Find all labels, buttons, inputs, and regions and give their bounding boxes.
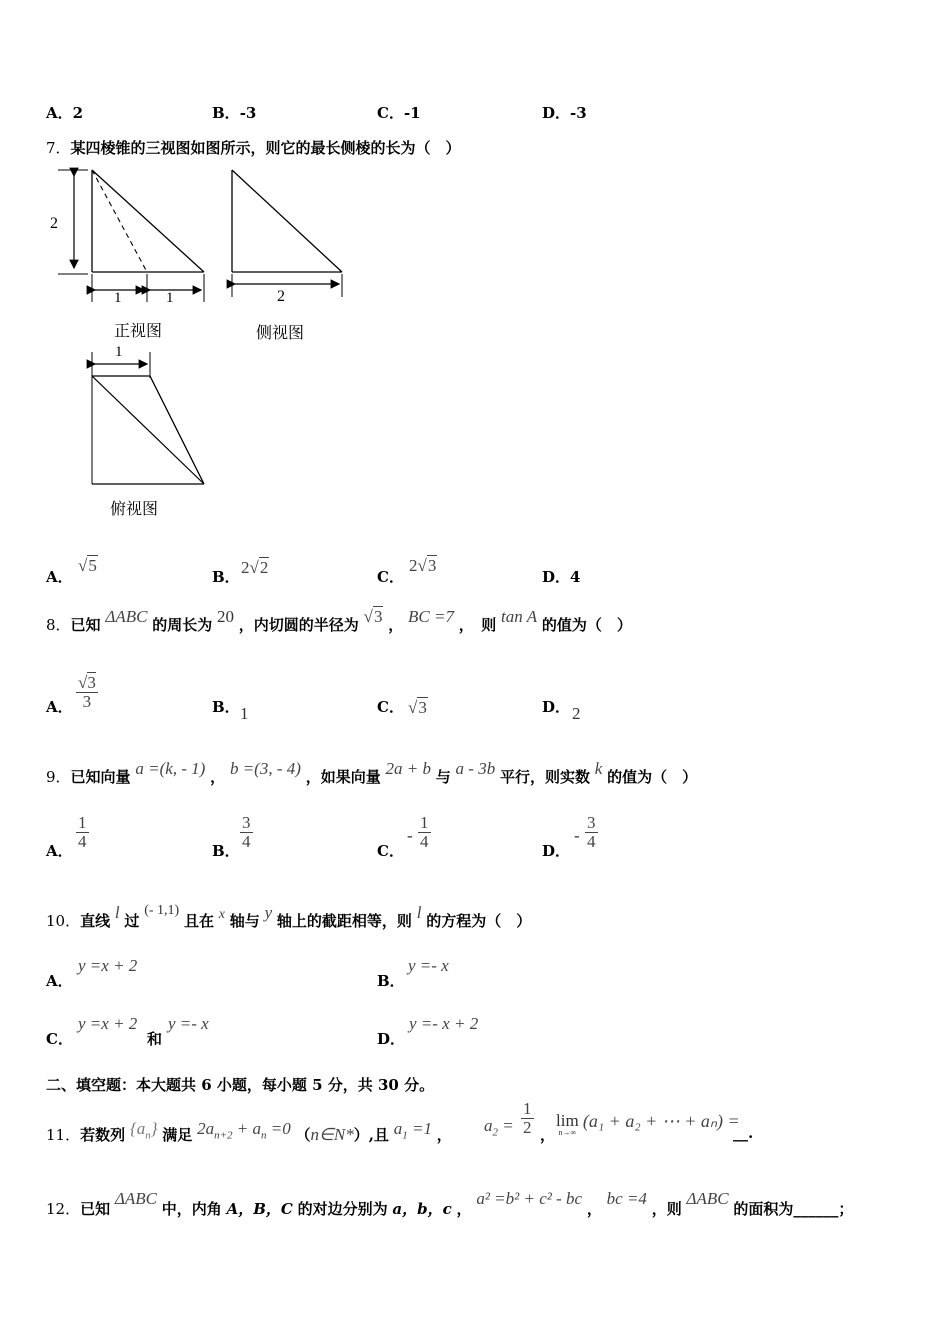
q8-option-d-label: D． (542, 698, 571, 716)
front-view-caption: 正视图 (114, 321, 163, 340)
q9-option-d-sign: - (574, 826, 580, 845)
top-top-label: 1 (115, 344, 123, 360)
q8-option-c-value: √3 (408, 698, 427, 717)
q10-option-d-label: D． (377, 1030, 406, 1048)
q11-stem: 11．若数列 $\{a_n\}$ 满足 $2a_{n+2} + a_n =0$ （n∈N*）,且 $a_1 =1$ ， (46, 1119, 452, 1144)
q11-limit: lim n→∞ (a₁ + a₂ + ⋯ + aₙ) = (556, 1111, 740, 1137)
q6-option-d: D．-3 (542, 104, 587, 122)
q12-stem: 12．已知 ΔABC 中，内角 A，B，C 的对边分别为 a，b，c ， a² =b² + c² - bc ， bc =4 ，则 ΔABC 的面积为______； (46, 1189, 854, 1218)
front-view (58, 170, 204, 302)
q9-option-b-value: $\frac{3}{4}$ (242, 813, 251, 851)
q7-option-c-label: C． (377, 568, 404, 586)
q8-option-b-label: B． (212, 698, 240, 716)
q11-comma: ， (540, 1126, 556, 1144)
q11-half: $\frac{1}{2}$ (523, 1099, 532, 1137)
q8-option-a-value: $\frac{√3}{3}$ (78, 673, 96, 711)
q10-option-a-label: A． (46, 972, 73, 990)
q10-option-b-label: B． (377, 972, 405, 990)
q11-blank: __. (733, 1124, 754, 1142)
q9-option-a-value: $\frac{1}{4}$ (78, 813, 87, 851)
q11-a2: $a_2$ = (484, 1116, 514, 1139)
side-view (232, 170, 342, 297)
q7-three-view-figure (48, 162, 368, 522)
q8-option-a-label: A． (46, 698, 73, 716)
front-base-right-label: 1 (166, 290, 174, 306)
q9-option-c-value: $\frac{1}{4}$ (420, 813, 429, 851)
q10-option-c-value: y =x + 2 (78, 1014, 138, 1033)
q8-option-d-value: 2 (572, 704, 581, 723)
front-base-left-label: 1 (114, 290, 122, 306)
q9-stem: 9．已知向量 a =(k, - 1) ， b =(3, - 4) ，如果向量 2a + b 与 a - 3b 平行，则实数 k 的值为（ ） (46, 759, 698, 786)
q10-option-c-label: C． (46, 1030, 73, 1048)
q10-stem: 10．直线 l 过 (- 1,1) 且在 x 轴与 y 轴上的截距相等，则 l 的方程为（ ） (46, 903, 532, 930)
q7-option-b-value: 2√2 (241, 558, 269, 577)
top-view (92, 352, 204, 484)
q7-option-a-value: √5 (78, 556, 97, 575)
section2-title: 二、填空题：本大题共 6 小题，每小题 5 分，共 30 分。 (46, 1076, 435, 1094)
q10-option-b-value: y =- x (408, 956, 449, 975)
q8-option-c-label: C． (377, 698, 404, 716)
q10-option-a-value: y =x + 2 (78, 956, 138, 975)
q7-option-c-value: 2√3 (409, 556, 437, 575)
q6-option-c: C．-1 (377, 104, 421, 122)
q7-option-d: D．4 (542, 568, 581, 586)
q7-option-b-label: B． (212, 568, 240, 586)
q9-option-b-label: B． (212, 842, 240, 860)
q6-option-a: A．2 (46, 104, 84, 122)
q7-option-a-label: A． (46, 568, 73, 586)
q9-option-d-value: $\frac{3}{4}$ (587, 813, 596, 851)
q8-stem: 8．已知 ΔABC 的周长为 20 ，内切圆的半径为 √3 ， BC =7 ， 则 tan A 的值为（ ） (46, 607, 632, 634)
q8-option-b-value: 1 (240, 704, 249, 723)
side-base-label: 2 (277, 288, 285, 305)
q10-option-c-and: 和 (147, 1030, 163, 1048)
q6-option-b: B．-3 (212, 104, 257, 122)
q7-stem: 7．某四棱锥的三视图如图所示，则它的最长侧棱的长为（ ） (46, 139, 461, 157)
q10-option-d-value: y =- x + 2 (409, 1014, 479, 1033)
q9-option-a-label: A． (46, 842, 73, 860)
side-view-caption: 侧视图 (256, 323, 305, 342)
front-height-label: 2 (50, 215, 58, 232)
q10-option-c-value2: y =- x (168, 1014, 209, 1033)
top-view-caption: 俯视图 (110, 499, 159, 518)
q9-option-d-label: D． (542, 842, 571, 860)
q9-option-c-label: C． (377, 842, 404, 860)
q9-option-c-sign: - (407, 826, 413, 845)
